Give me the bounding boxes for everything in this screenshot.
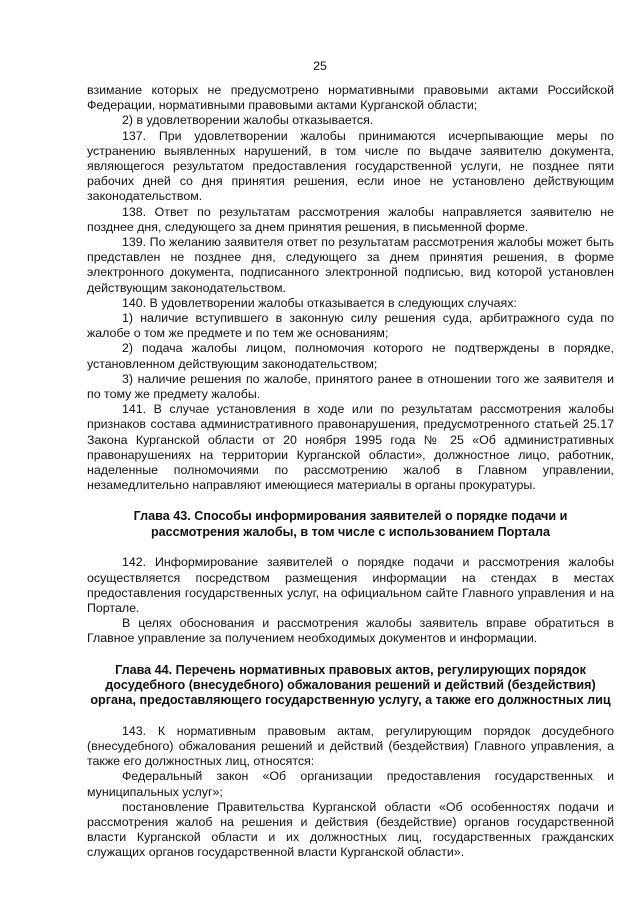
- paragraph: 2) в удовлетворении жалобы отказывается.: [122, 113, 374, 128]
- heading-line: досудебного (внесудебного) обжалования решений и действий (бездействия): [105, 677, 596, 692]
- section-legal-acts: [87, 724, 614, 861]
- paragraph: 1) наличие вступившего в законную силу решения суда, арбитражного суда по жалобе о том же предмете и по тем же основаниям;: [87, 311, 614, 341]
- heading-line: органа, предоставляющего государственную услугу, а также его должностных лиц: [90, 693, 611, 708]
- chapter-44-heading: [87, 663, 614, 709]
- paragraph: 2) подача жалобы лицом, полномочия которого не подтверждены в порядке, установленном действующим законодательством;: [87, 341, 614, 371]
- heading-line: Глава 43. Способы информирования заявителей о порядке подачи и: [133, 509, 568, 524]
- paragraph: 140. В удовлетворении жалобы отказывается в следующих случаях:: [122, 295, 517, 310]
- page-number: 25: [313, 59, 327, 73]
- paragraph: взимание которых не предусмотрено нормативными правовыми актами Российской Федерации, нормативными правовыми актами Курганской области;: [87, 83, 614, 113]
- heading-line: рассмотрения жалобы, в том числе с использованием Портала: [150, 524, 551, 539]
- paragraph: 139. По желанию заявителя ответ по результатам рассмотрения жалобы может быть представлен не позднее дня, следующего за днем принятия решения, в форме электронного документа, подписанного электронной подписью, вид которой установлен действующим законодательством.: [87, 235, 614, 295]
- paragraph: 143. К нормативным правовым актам, регулирующим порядок досудебного (внесудебного) обжалования решений и действий (бездействия) Главного управления, а также его должностных лиц, относятся:: [87, 723, 614, 769]
- paragraph: 142. Информирование заявителей о порядке подачи и рассмотрения жалобы осуществляется посредством размещения информации на стендах в местах предоставления государственных услуг, на официальном сайте Главного управления и на Портале.: [87, 555, 614, 615]
- paragraph: В целях обоснования и рассмотрения жалобы заявитель вправе обратиться в Главное управление за получением необходимых документов и информации.: [87, 616, 614, 646]
- paragraph: 138. Ответ по результатам рассмотрения жалобы направляется заявителю не позднее дня, следующего за днем принятия решения, в письменной форме.: [87, 204, 614, 234]
- chapter-43-heading: [87, 509, 614, 540]
- heading-line: Глава 44. Перечень нормативных правовых актов, регулирующих порядок: [115, 662, 586, 677]
- paragraph: 141. В случае установления в ходе или по результатам рассмотрения жалобы признаков состава административного правонарушения, предусмотренного статьей 25.17 Закона Курганской области от 20 ноября 1995 года № 25 «Об административных правонарушениях на территории Курганской области», должностное лицо, работник, наделенные полномочиями по рассмотрению жалоб в Главном управлении, незамедлительно направляют имеющиеся материалы в органы прокуратуры.: [87, 402, 614, 493]
- section-informing: [87, 555, 614, 646]
- paragraph: постановление Правительства Курганской области «Об особенностях подачи и рассмотрения жалоб на решения и действия (бездействие) органов государственной власти Курганской области и их должностных лиц, государственных гражданских служащих органов государственной власти Курганской области».: [87, 799, 614, 860]
- paragraph: 137. При удовлетворении жалобы принимаются исчерпывающие меры по устранению выявленных нарушений, в том числе по выдаче заявителю документа, являющегося результатом предоставления государственной услуги, не позднее пяти рабочих дней со дня принятия решения, если иное не установлено действующим законодательством.: [87, 128, 614, 204]
- document-body: [87, 83, 614, 861]
- paragraph: Федеральный закон «Об организации предоставления государственных и муниципальных услуг»;: [87, 769, 614, 799]
- section-complaint-outcomes: [87, 83, 614, 493]
- paragraph: 3) наличие решения по жалобе, принятого ранее в отношении того же заявителя и по тому же предмету жалобы.: [87, 371, 614, 402]
